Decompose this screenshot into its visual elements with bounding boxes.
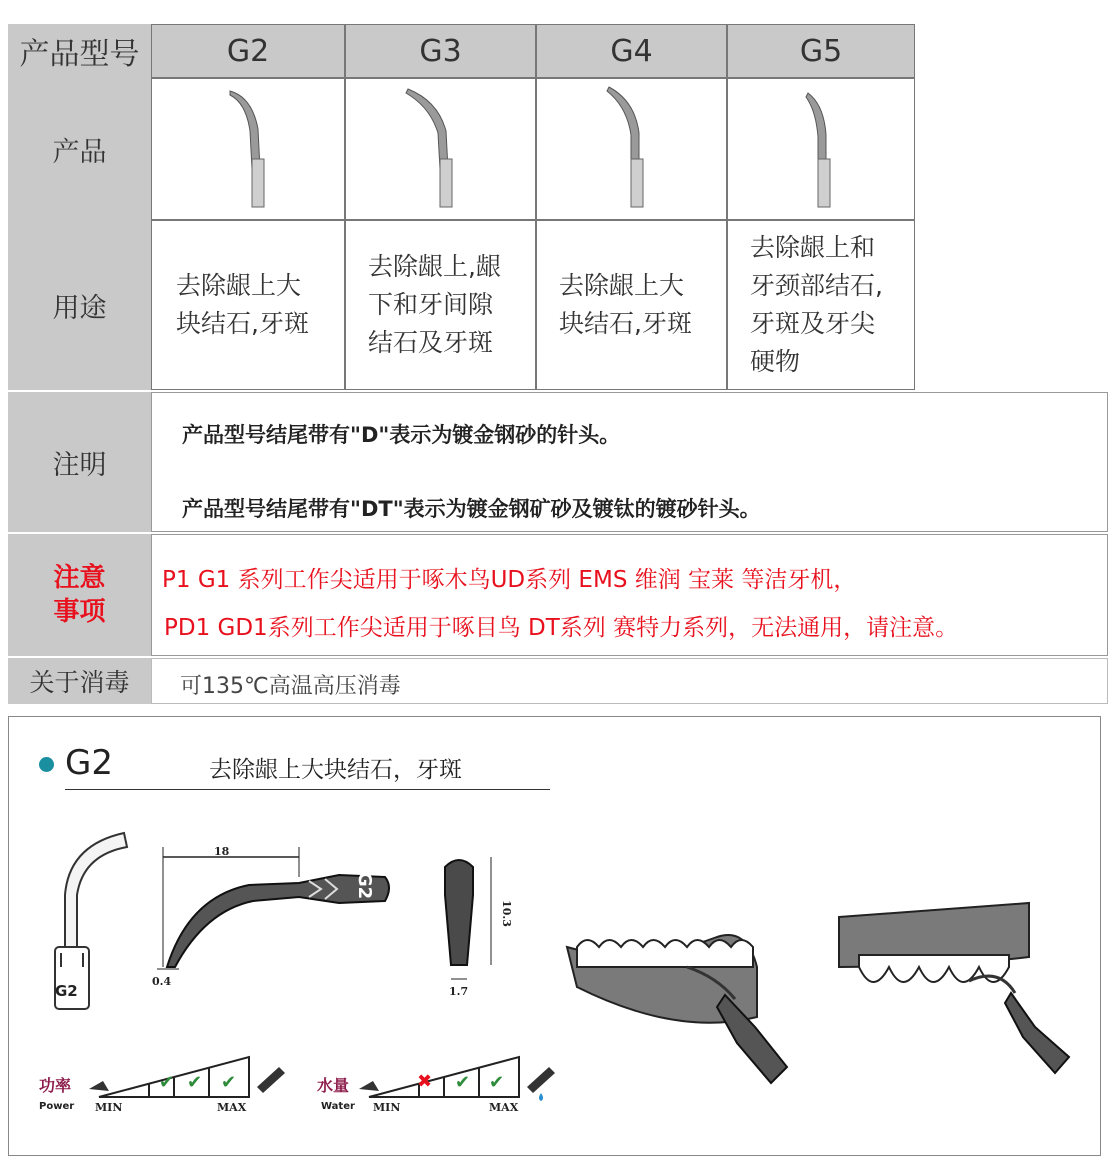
water-level-3-check-icon: ✔: [489, 1072, 505, 1093]
usage-cell-g4: 去除龈上大 块结石,牙斑: [536, 220, 727, 390]
model-header-g2: G2: [151, 24, 345, 78]
row-label-caution: 注意 事项: [8, 534, 151, 656]
water-level-2-check-icon: ✔: [455, 1072, 471, 1093]
power-max-label: MAX: [217, 1101, 247, 1114]
water-min-label: MIN: [373, 1101, 401, 1114]
product-cell-g3: [345, 78, 536, 220]
detail-description: 去除龈上大块结石，牙斑: [209, 757, 462, 783]
lower-jaw-illustration: [557, 907, 827, 1097]
product-cell-g4: [536, 78, 727, 220]
model-header-g4: G4: [536, 24, 727, 78]
row-label-disinfection: 关于消毒: [8, 658, 151, 704]
water-max-label: MAX: [489, 1101, 519, 1114]
tip-dimension-illustration: [149, 837, 399, 987]
usage-cell-g3: 去除龈上,龈 下和牙间隙 结石及牙斑: [345, 220, 536, 390]
note-line-1: 产品型号结尾带有"D"表示为镀金钢砂的针头。: [182, 423, 621, 447]
row-label-usage: 用途: [8, 220, 151, 390]
upper-jaw-illustration: [829, 897, 1099, 1097]
note-cell: [151, 392, 1108, 532]
header-label: 产品型号: [19, 37, 140, 72]
caution-cell: [151, 534, 1108, 656]
power-label-en: Power: [39, 1101, 75, 1112]
product-cell-g2: [151, 78, 345, 220]
usage-cell-g2: 去除龈上大 块结石,牙斑: [151, 220, 345, 390]
title-underline: [65, 789, 550, 790]
water-level-1-cross-icon: ✖: [417, 1071, 433, 1092]
bullet-icon: [39, 757, 54, 772]
shank-label: G2: [354, 871, 376, 900]
dim-width-label: 1.7: [449, 985, 469, 998]
water-label-en: Water: [321, 1101, 355, 1112]
usage-cell-g5: 去除龈上和 牙颈部结石, 牙斑及牙尖 硬物: [727, 220, 915, 390]
dim-length-label: 18: [214, 845, 230, 858]
detail-model: G2: [65, 743, 113, 783]
disinfection-text: 可135℃高温高压消毒: [180, 674, 401, 699]
header-label-cell: [8, 24, 151, 78]
power-label-cn: 功率: [39, 1076, 72, 1095]
scaler-tip-image: [152, 79, 346, 221]
power-min-label: MIN: [95, 1101, 123, 1114]
power-level-3-check-icon: ✔: [221, 1072, 237, 1093]
power-level-2-check-icon: ✔: [187, 1072, 203, 1093]
disinfection-cell: [151, 658, 1108, 704]
row-label-note: 注明: [8, 392, 151, 532]
power-level-1-check-icon: ✔: [159, 1072, 175, 1093]
product-cell-g5: [727, 78, 915, 220]
row-label-product: 产品: [8, 78, 151, 220]
note-line-2: 产品型号结尾带有"DT"表示为镀金钢矿砂及镀钛的镀砂针头。: [182, 497, 761, 521]
scaler-tip-image: [537, 79, 728, 221]
scaler-tip-image: [728, 79, 916, 221]
tip-label: G2: [55, 982, 78, 1000]
scaler-tip-image: [346, 79, 537, 221]
model-header-g3: G3: [345, 24, 536, 78]
water-label-cn: 水量: [317, 1076, 350, 1095]
caution-line-1: P1 G1 系列工作尖适用于啄木鸟UD系列 EMS 维润 宝莱 等洁牙机，: [162, 567, 857, 593]
dim-height-label: 10.3: [499, 900, 513, 927]
model-header-g5: G5: [727, 24, 915, 78]
tip-side-illustration: [39, 825, 129, 1015]
dim-tip-label: 0.4: [152, 975, 172, 988]
caution-line-2: PD1 GD1系列工作尖适用于啄目鸟 DT系列 赛特力系列，无法通用，请注意。: [164, 615, 959, 641]
detail-panel: [8, 716, 1101, 1156]
